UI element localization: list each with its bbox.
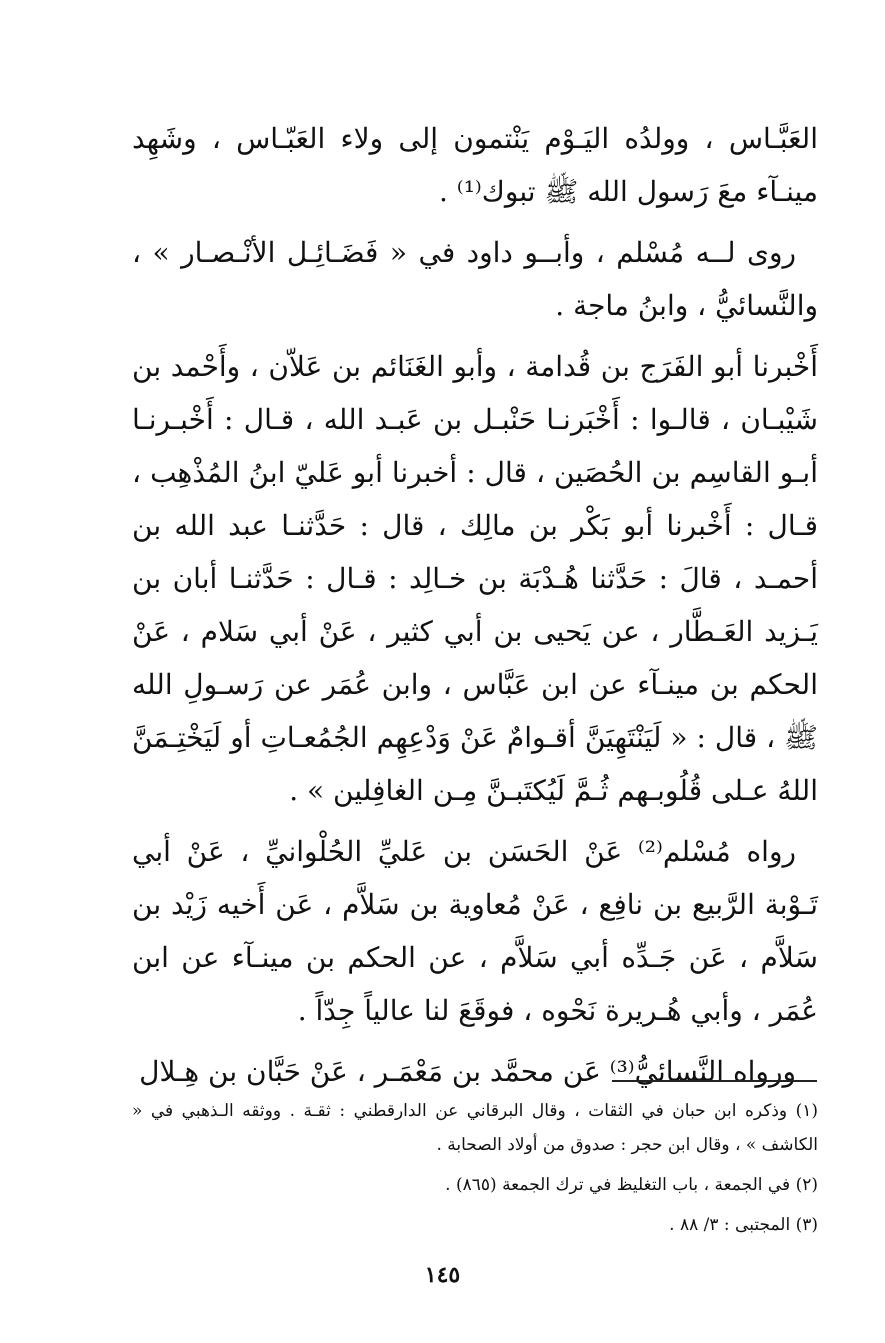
- page-number: ١٤٥: [424, 1262, 461, 1288]
- paragraph-3: أَخْبرنا أبو الفَرَج بن قُدامة ، وأبو الغَنَائم بن عَلاّن ، وأَحْمد بن شَيْبـان ، قالـوا : أَخْبَرنـا حَنْبـل بن عَبـد الله ، قـال : أَخْبـرنـا أبـو القاسِم بن الحُصَين ، قال : أخبرنا أبو عَليّ ابنُ المُذْهِب ، قـال : أَخْبرنا أبو بَكْر بن مالِك ، قال : حَدَّثنـا عبد الله بن أحمـد ، قالَ : حَدَّثنا هُـدْبَة بن خـالِد : قـال : حَدَّثنـا أبان بن يَـزيد العَـطَّار ، عن يَحيى بن أبي كثير ، عَنْ أبي سَلام ، عَنْ الحكم بن مينـآء عن ابن عَبَّاس ، وابن عُمَر عن رَسـولِ الله ﷺ ، قال : « لَيَنْتَهِيَنَّ أقـوامٌ عَنْ وَدْعِهِم الجُمُعـاتِ أو لَيَخْتِـمَنَّ اللهُ عـلى قُلُوبـهم ثُـمَّ لَيُكتَبـنَّ مِـن الغافِلين » .: [132, 350, 818, 807]
- paragraph-5: ورواه النَّسائيُّ⁽³⁾ عَن محمَّد بن مَعْمَـر ، عَنْ حَبَّان بن هِـلال: [139, 1055, 796, 1088]
- paragraph-2: روى لــه مُسْلم ، وأبــو داود في « فَضَـائِـل الأنْـصـار » ، والنَّسائيُّ ، وابنُ ماجة .: [132, 236, 818, 322]
- footnote-1: (١) وذكره ابن حبان في الثقات ، وقال البرقاني عن الدارقطني : ثقـة . ووثقه الـذهبي في « الكاشف » ، وقال ابن حجر : صدوق من أولاد الصحابة .: [132, 1101, 818, 1155]
- footnotes: [132, 1094, 818, 1248]
- paragraph-1: العَبَّـاس ، وولدُه اليَـوْم يَنْتمون إلى ولاء العَبّـاس ، وشَهِد مينـآء معَ رَسول الله ﷺ تبوك⁽¹⁾ .: [132, 122, 818, 208]
- footnote-2: (٢) في الجمعة ، باب التغليظ في ترك الجمعة (٨٦٥) .: [445, 1175, 818, 1195]
- paragraph-4: رواه مُسْلم⁽²⁾ عَنْ الحَسَن بن عَليِّ الحُلْوانيِّ ، عَنْ أبي تَـوْبة الرَّبيع بن نافِع ، عَنْ مُعاوية بن سَلاَّم ، عَن أَخيه زَيْد بن سَلاَّم ، عَن جَـدِّه أبي سَلاَّم ، عن الحكم بن مينـآء عن ابن عُمَر ، وأبي هُـريرة نَحْوه ، فوقَعَ لنا عالياً جِدّاً .: [132, 835, 818, 1027]
- main-text: [132, 112, 818, 1106]
- footnote-3: (٣) المجتبى : ٣/ ٨٨ .: [669, 1215, 818, 1235]
- footnote-divider: [612, 1080, 817, 1082]
